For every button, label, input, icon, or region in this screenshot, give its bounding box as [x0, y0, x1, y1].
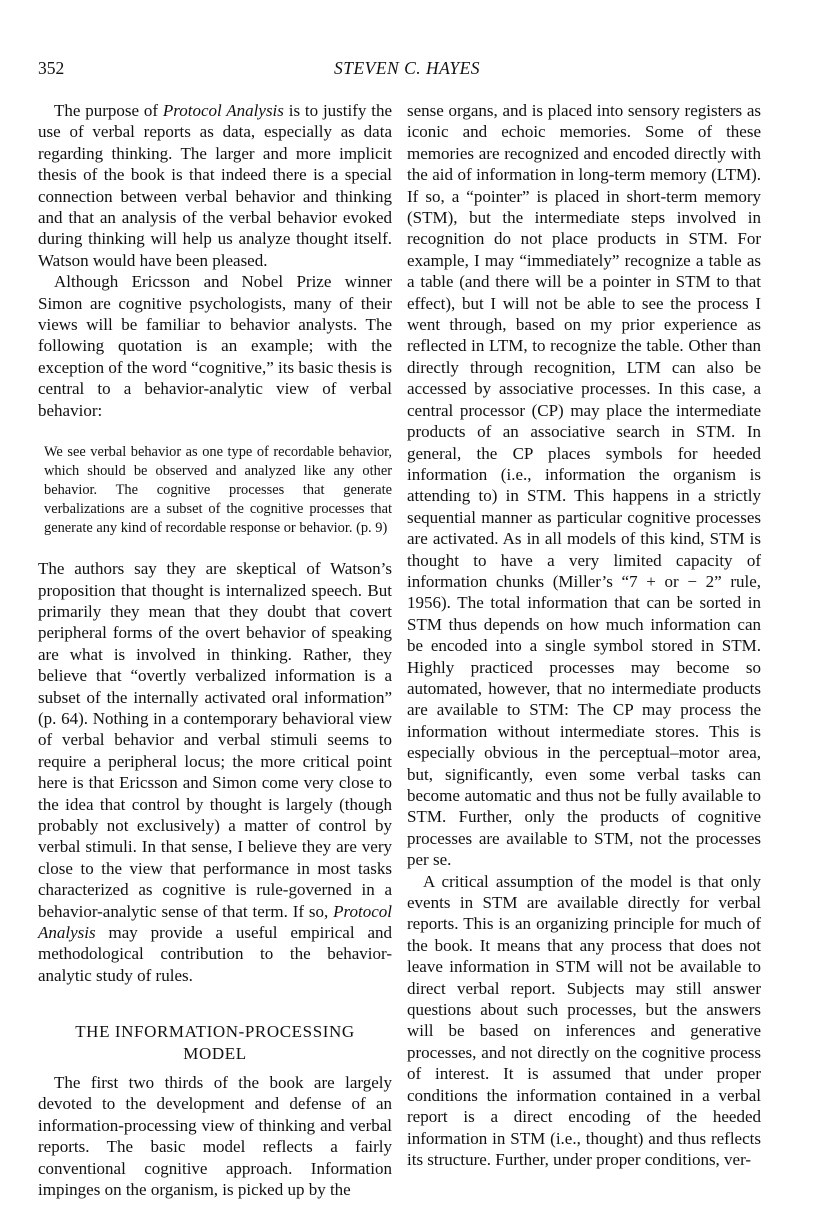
paragraph-first-two-thirds: The first two thirds of the book are largely devoted to the development and defense of an information-processing view of thinking and verbal reports. The basic model reflects a fairly conventional cognitive approach. Information impinges on the organism, is picked up by the	[38, 1073, 392, 1200]
paragraph-ericsson-simon: Although Ericsson and Nobel Prize winner Simon are cognitive psychologists, many of their views will be familiar to behavior analysts. The following quotation is an example; with the exception of the word “cognitive,” its basic thesis is central to a behavior-analytic view of verbal behavior:	[38, 272, 392, 420]
paragraph-sense-organs: sense organs, and is placed into sensory registers as iconic and echoic memories. Some of these memories are recognized and encoded directly with the aid of information in long-term memory (LTM). If so, a “pointer” is placed in short-term memory (STM), but the intermediate steps involved in recognition do not place products in STM. For example, I may “immediately” recognize a table as a table (and there will be a pointer in STM to that effect), but I will not be able to see the process I went through, based on my prior experience as reflected in LTM, to recognize the table. Other than directly through recognition, LTM can also be accessed by associative processes. In this case, a central processor (CP) may place the intermediate products of an associative search in STM. In general, the CP places symbols for heeded information (i.e., information the organism is attending to) in STM. This happens in a strictly sequential manner as particular cognitive processes are activated. As in all models of this kind, STM is thought to have a very limited capacity of information chunks (Miller’s “7 + or − 2” rule, 1956). The total information that can be sorted in STM thus depends on how much information can be encoded into a single symbol stored in STM. Highly practiced processes may become so automated, however, that no intermediate products are available to STM: The CP may process the information without intermediate stores. This is especially obvious in the perceptual–motor area, but, significantly, even some verbal tasks can become automatic and thus not be fully available to STM. Further, only the products of cognitive processes are available to STM, not the processes per se.	[407, 101, 761, 870]
paragraph-critical-assumption: A critical assumption of the model is that only events in STM are available directly for verbal reports. This is an organizing principle for much of the book. It means that any process that does not leave information in STM will not be available to direct verbal report. Subjects may still answer questions about such processes, but the answers will be based on inferences and generative processes, and not directly on the cognitive process of interest. It is assumed that under proper conditions the information contained in a verbal report is a direct encoding of the heeded information in STM (i.e., thought) and thus reflects its structure. Further, under proper conditions, ver-	[407, 871, 761, 1169]
left-column	[38, 100, 392, 1200]
book-title: Protocol Analysis	[38, 901, 392, 942]
page-number: 352	[38, 58, 65, 78]
paragraph-purpose: The purpose of Protocol Analysis is to justify the use of verbal reports as data, especially as data regarding thinking. The larger and more implicit thesis of the book is that indeed there is a special connection between verbal behavior and thinking and that an analysis of the verbal behavior evoked during thinking will help us analyze thought itself. Watson would have been pleased.	[38, 101, 392, 270]
page-header	[38, 58, 776, 84]
right-column	[407, 100, 761, 1170]
running-head: STEVEN C. HAYES	[333, 58, 481, 78]
section-heading: THE INFORMATION-PROCESSING MODEL	[75, 1022, 355, 1063]
block-quote: We see verbal behavior as one type of recordable behavior, which should be observed and analyzed like any other behavior. The cognitive processes that generate verbalizations are a subset of the cognitive processes that generate any kind of recordable response or behavior. (p. 9)	[44, 444, 392, 537]
paragraph-skeptical: The authors say they are skeptical of Watson’s proposition that thought is internalized speech. But primarily they mean that they doubt that covert peripheral forms of the overt behavior of speaking are what is involved in thinking. Rather, they believe that “overtly verbalized information is a subset of the internally activated oral information” (p. 64). Nothing in a contemporary behavioral view of verbal behavior and verbal stimuli seems to require a peripheral locus; the more critical point here is that Ericsson and Simon come very close to the idea that control by thought is largely (though probably not exclusively) a matter of control by verbal stimuli. In that sense, I believe they are very close to the view that performance in most tasks characterized as cognitive is rule-governed in a behavior-analytic sense of that term. If so, Protocol Analysis may provide a useful empirical and methodological contribution to the behavior-analytic study of rules.	[38, 559, 392, 985]
book-title: Protocol Analysis	[162, 101, 284, 120]
